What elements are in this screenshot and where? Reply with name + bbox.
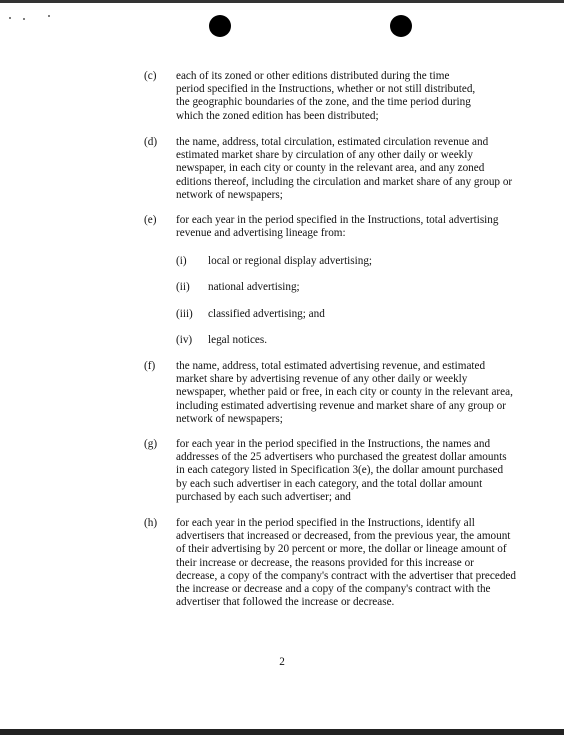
page-number: 2	[279, 656, 285, 668]
sub-item-text: legal notices.	[208, 334, 268, 346]
item-marker: (h)	[144, 517, 158, 529]
scan-speck	[23, 18, 25, 20]
item-text: for each year in the period specified in the Instructions, the names and addresses of the 25 advertisers who purchased the greatest dollar amounts in each category listed in Specification 3(e), the dollar amount purchased by each such advertiser in each category, and the total dollar amount purchased by each such advertiser; and	[176, 438, 507, 503]
scan-speck	[9, 17, 11, 19]
item-marker: (g)	[144, 438, 158, 450]
punch-hole-left	[209, 15, 231, 37]
item-marker: (c)	[144, 70, 157, 82]
item-marker: (d)	[144, 136, 158, 148]
scan-top-edge	[0, 0, 564, 3]
sub-item-text: national advertising;	[208, 281, 300, 293]
sub-item-marker: (iv)	[176, 334, 193, 346]
sub-item-marker: (i)	[176, 255, 187, 267]
item-marker: (f)	[144, 360, 156, 372]
item-text: for each year in the period specified in the Instructions, total advertising revenue and advertising lineage from:	[176, 214, 499, 240]
sub-item-text: local or regional display advertising;	[208, 255, 373, 267]
sub-item-marker: (iii)	[176, 308, 193, 320]
sub-item-text: classified advertising; and	[208, 308, 325, 320]
item-text: the name, address, total estimated advertising revenue, and estimated market share by advertising revenue of any other daily or weekly newspaper, whether paid or free, in each city or county in the relevant area, including estimated advertising revenue and market share of any group or network of newspapers;	[176, 360, 513, 425]
sub-item-marker: (ii)	[176, 281, 190, 293]
punch-hole-right	[390, 15, 412, 37]
scan-speck	[48, 15, 50, 17]
scan-bottom-edge	[0, 729, 564, 735]
item-text: for each year in the period specified in the Instructions, identify all advertisers that increased or decreased, from the previous year, the amount of their advertising by 20 percent or more, the dollar or lineage amount of their increase or decrease, the reasons provided for this increase or decrease, a copy of the company's contract with the advertiser that preceded the increase or decrease and a copy of the company's contract with the advertiser that followed the increase or decrease.	[176, 517, 516, 609]
item-text: each of its zoned or other editions distributed during the time period specified in the Instructions, whether or not still distributed, the geographic boundaries of the zone, and the time period during which the zoned edition has been distributed;	[176, 70, 476, 122]
item-marker: (e)	[144, 214, 157, 226]
item-text: the name, address, total circulation, estimated circulation revenue and estimated market share by circulation of any other daily or weekly newspaper, in each city or county in the relevant area, and any zoned editions thereof, including the circulation and market share of any group or network of newspapers;	[176, 136, 513, 201]
